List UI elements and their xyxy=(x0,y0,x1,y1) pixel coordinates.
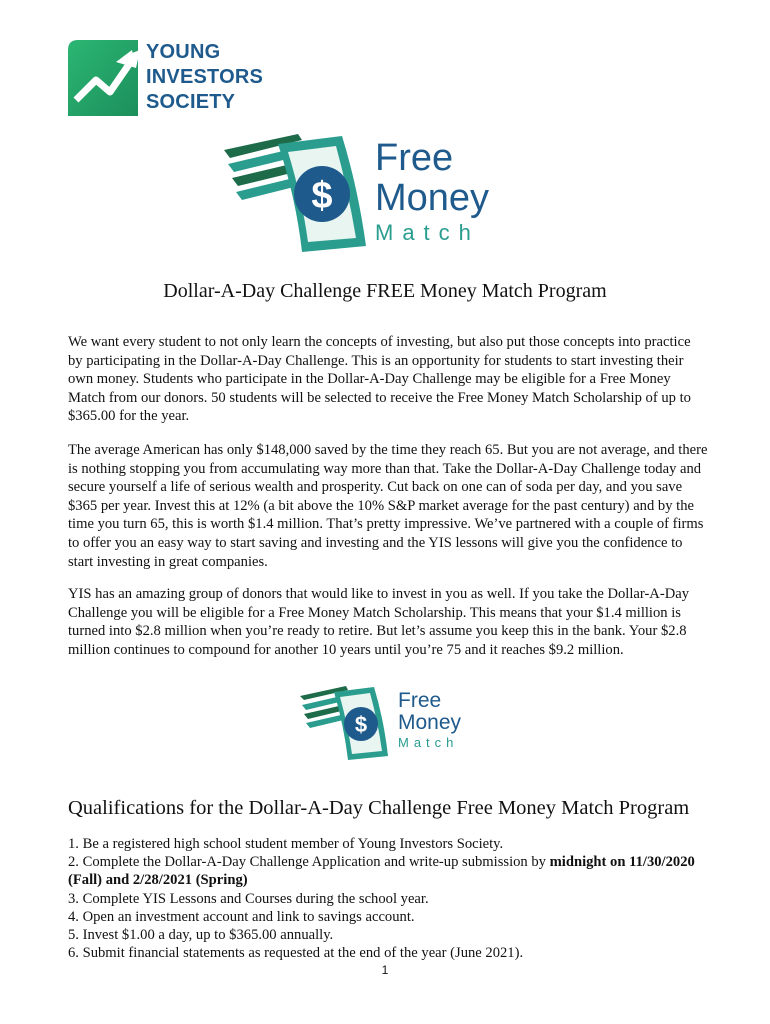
fmm-word-free: Free xyxy=(375,137,454,179)
paragraph-2: The average American has only $148,000 saved by the time they reach 65. But you are not average, and there is nothing stopping you from accumulating way more than that. Take the Dollar-A-Day Challenge today and secure yourself a life of serious wealth and prosperity. Cut back on one can of soda per day, and you save $365 per year. Invest this at 12% (a bit above the 10% S&P market average for the past century) and by the time you turn 65, this is worth $1.4 million. That’s pretty impressive. We’ve partnered with a couple of firms to offer you an easy way to start saving and investing and the YIS lessons will give you the confidence to start investing in great companies. xyxy=(68,442,708,570)
fmm-small-word-money: Money xyxy=(398,711,462,734)
free-money-match-wordmark-large xyxy=(375,138,489,246)
qualification-item-5: 5. Invest $1.00 a day, up to $365.00 annually. xyxy=(68,927,334,944)
yis-logo-line-2: INVESTORS xyxy=(146,66,264,88)
qualifications-title: Qualifications for the Dollar-A-Day Challenge Free Money Match Program xyxy=(68,797,690,819)
page-number: 1 xyxy=(381,963,389,977)
dollar-symbol: $ xyxy=(311,175,333,217)
qualification-item-4: 4. Open an investment account and link to savings account. xyxy=(68,908,415,925)
yis-logo-text xyxy=(146,40,263,115)
document-title: Dollar-A-Day Challenge FREE Money Match Program xyxy=(163,280,607,302)
yis-logo-line-1: YOUNG xyxy=(146,41,221,63)
money-bill-small-icon xyxy=(296,682,396,762)
fmm-word-match: Match xyxy=(375,220,480,245)
qualification-item-2-deadline: midnight on 11/30/2020 (Fall) and 2/28/2021 (Spring) xyxy=(68,854,695,889)
free-money-match-wordmark-small xyxy=(398,690,461,750)
qualification-item-1: 1. Be a registered high school student member of Young Investors Society. xyxy=(68,836,504,852)
qualification-item-2 xyxy=(68,853,708,889)
paragraph-3: YIS has an amazing group of donors that would like to invest in you as well. If you take the Dollar-A-Day Challenge you will be eligible for a Free Money Match Scholarship. This means that your $1.4 million is turned into $2.8 million when you’re ready to retire. But let’s assume you keep this in the bank. Your $2.8 million continues to compound for another 10 years until you’re 75 and it reaches $9.2 million. xyxy=(68,586,690,658)
fmm-small-word-match: Match xyxy=(398,735,459,750)
yis-logo-line-3: SOCIETY xyxy=(146,91,236,113)
money-bill-icon xyxy=(218,128,378,256)
qualifications-list xyxy=(68,835,708,962)
yis-chart-arrow-icon xyxy=(66,38,146,118)
qualification-item-6: 6. Submit financial statements as requested at the end of the year (June 2021). xyxy=(68,945,524,962)
qualification-item-2-text: 2. Complete the Dollar-A-Day Challenge Application and write-up submission by xyxy=(68,854,550,871)
fmm-word-money: Money xyxy=(375,177,490,219)
paragraph-1: We want every student to not only learn the concepts of investing, but also put those concepts into practice by participating in the Dollar-A-Day Challenge. This is an opportunity for students to start investing their own money. Students who participate in the Dollar-A-Day Challenge may be eligible for a Free Money Match from our donors. 50 students will be selected to receive the Free Money Match Scholarship of up to $365.00 for the year. xyxy=(68,334,691,425)
fmm-small-word-free: Free xyxy=(398,689,442,712)
qualification-item-3: 3. Complete YIS Lessons and Courses during the school year. xyxy=(68,890,429,907)
dollar-symbol-small: $ xyxy=(354,712,368,737)
